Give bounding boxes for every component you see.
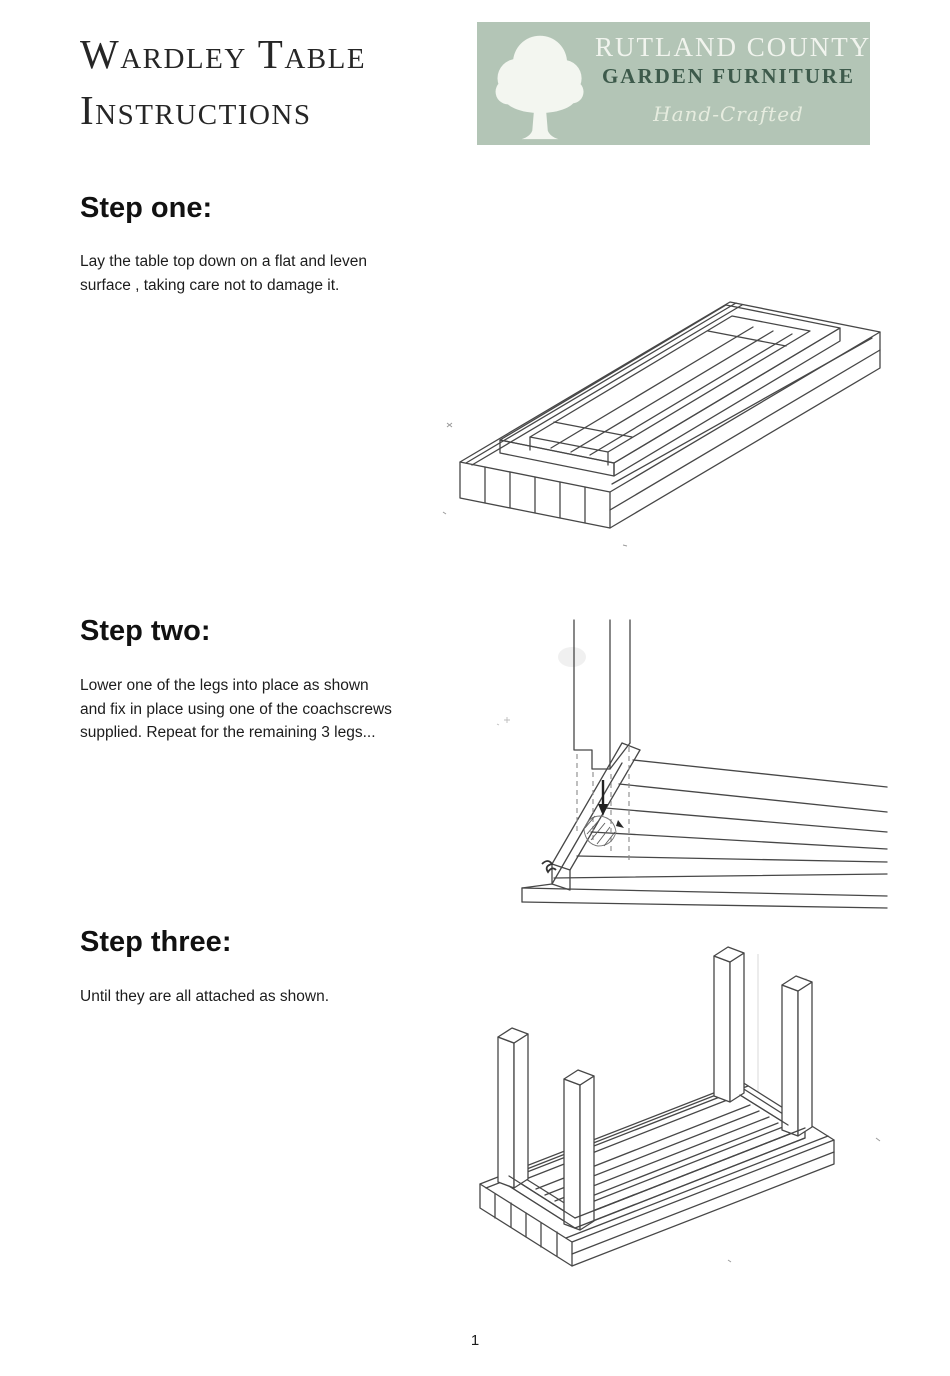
page-number: 1 — [470, 1332, 480, 1349]
brand-logo — [477, 22, 870, 145]
page-title-line1: Wardley Table — [80, 31, 367, 77]
step-one-illustration-table-top-sketch — [435, 262, 905, 547]
step-three-heading: Step three: — [80, 926, 232, 958]
brand-tagline: Hand-Crafted — [653, 102, 804, 126]
brand-text-block — [595, 22, 872, 126]
page-title-line2: Instructions — [80, 87, 312, 133]
table-legs — [498, 947, 812, 1230]
step-two-illustration-leg-detail-sketch — [492, 602, 890, 910]
brand-name-line1: RUTLAND COUNTY — [595, 32, 872, 62]
step-three-body: Until they are all attached as shown. — [80, 988, 329, 1005]
step-one-heading: Step one: — [80, 192, 213, 224]
brand-name-line2: GARDEN FURNITURE — [601, 64, 856, 88]
tree-icon — [485, 28, 597, 144]
step-one-body: Lay the table top down on a flat and leven surface , taking care not to damage it. — [80, 253, 367, 294]
step-three-illustration-table-legs-sketch — [458, 942, 888, 1272]
step-two-heading: Step two: — [80, 615, 211, 647]
page-title — [80, 26, 480, 138]
step-two-body: Lower one of the legs into place as shown and fix in place using one of the coachscrews supplied. Repeat for the remaining 3 legs... — [80, 677, 392, 741]
